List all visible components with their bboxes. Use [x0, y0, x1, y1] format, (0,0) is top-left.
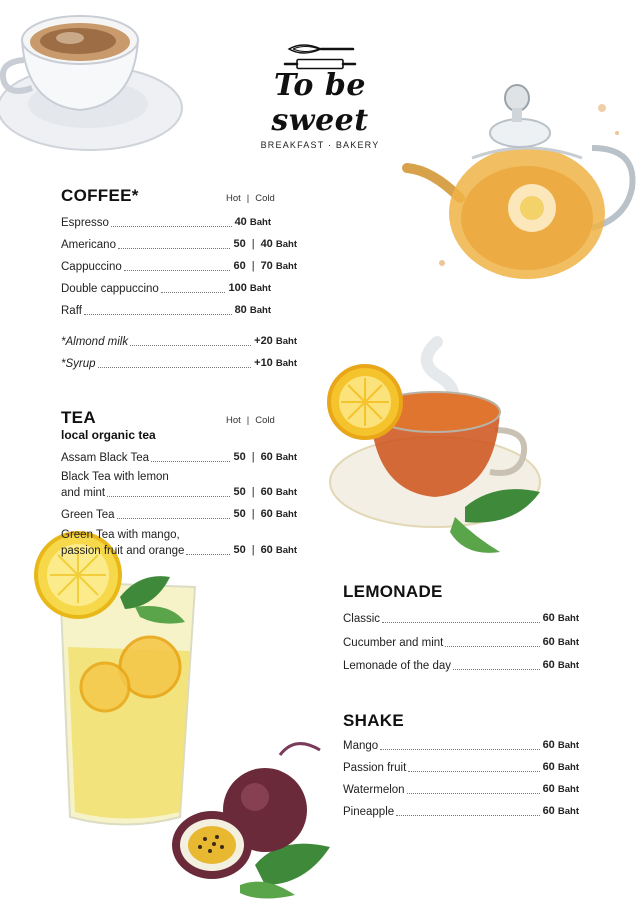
tea-cup-illustration — [325, 332, 545, 557]
item-price: 50 | 60 Baht — [233, 451, 297, 463]
coffee-title: COFFEE* — [61, 186, 139, 205]
menu-item — [343, 635, 579, 650]
tea-subtitle: local organic tea — [61, 428, 156, 442]
menu-item — [61, 215, 271, 230]
menu-item — [343, 760, 579, 775]
menu-item — [61, 450, 297, 465]
item-price: 60 Baht — [542, 636, 579, 648]
item-name: Espresso — [61, 217, 109, 229]
menu-item — [61, 485, 297, 500]
logo — [240, 42, 400, 150]
logo-subtitle: BREAKFAST · BAKERY — [260, 140, 380, 150]
menu-item — [343, 738, 579, 753]
logo-title: To be sweet — [271, 68, 369, 138]
whisk-icon — [283, 42, 357, 56]
item-name-line1: Black Tea with lemon — [61, 471, 169, 483]
item-name-line2: and mint — [61, 487, 106, 499]
item-price: 40 Baht — [234, 216, 271, 228]
item-price: 80 Baht — [234, 304, 271, 316]
menu-item — [61, 543, 297, 558]
menu-extra — [61, 334, 297, 349]
item-name: Cucumber and mint — [343, 637, 444, 649]
coffee-cup-illustration — [0, 0, 200, 160]
item-price: 60 Baht — [542, 761, 579, 773]
item-name: Passion fruit — [343, 762, 407, 774]
menu-item — [61, 259, 297, 274]
menu-item — [61, 237, 297, 252]
item-name: Pineapple — [343, 806, 395, 818]
menu-item — [343, 804, 579, 819]
item-name: Cappuccino — [61, 261, 122, 273]
hot-label: Hot — [226, 415, 241, 426]
item-name: Americano — [61, 239, 116, 251]
item-price: 50 | 60 Baht — [233, 486, 297, 498]
item-price: 50 | 60 Baht — [233, 508, 297, 520]
teapot-illustration — [402, 78, 637, 293]
item-name: *Almond milk — [61, 336, 129, 348]
coffee-hot-cold-header — [226, 193, 275, 204]
tea-title: TEA — [61, 408, 96, 427]
hot-label: Hot — [226, 193, 241, 204]
item-price: 60 Baht — [542, 805, 579, 817]
shake-title: SHAKE — [343, 711, 405, 730]
menu-item — [61, 507, 297, 522]
item-name: Classic — [343, 613, 381, 625]
item-name: Lemonade of the day — [343, 660, 452, 672]
menu-item — [61, 303, 271, 318]
item-name: Mango — [343, 740, 379, 752]
item-name: *Syrup — [61, 358, 96, 370]
item-price: +10 Baht — [254, 357, 297, 369]
item-price: +20 Baht — [254, 335, 297, 347]
item-price: 60 Baht — [542, 659, 579, 671]
item-name: Assam Black Tea — [61, 452, 149, 464]
item-price: 100 Baht — [228, 282, 271, 294]
item-price: 50 | 60 Baht — [233, 544, 297, 556]
separator: | — [246, 415, 250, 426]
item-price: 50 | 40 Baht — [233, 238, 297, 250]
menu-item — [343, 782, 579, 797]
cold-label: Cold — [255, 193, 275, 204]
item-name: Raff — [61, 305, 82, 317]
item-price: 60 | 70 Baht — [233, 260, 297, 272]
separator: | — [246, 193, 250, 204]
item-name-line2: passion fruit and orange — [61, 545, 185, 557]
item-price: 60 Baht — [542, 783, 579, 795]
item-price: 60 Baht — [542, 739, 579, 751]
menu-item — [61, 281, 271, 296]
item-name: Green Tea — [61, 509, 115, 521]
item-name: Watermelon — [343, 784, 405, 796]
menu-item — [343, 658, 579, 673]
tea-hot-cold-header — [226, 415, 275, 426]
lemonade-title: LEMONADE — [343, 582, 443, 601]
passion-fruit-illustration — [170, 735, 335, 900]
item-name-line1: Green Tea with mango, — [61, 529, 180, 541]
item-name: Double cappuccino — [61, 283, 159, 295]
item-price: 60 Baht — [542, 612, 579, 624]
menu-extra — [61, 356, 297, 371]
cold-label: Cold — [255, 415, 275, 426]
menu-item — [343, 611, 579, 626]
